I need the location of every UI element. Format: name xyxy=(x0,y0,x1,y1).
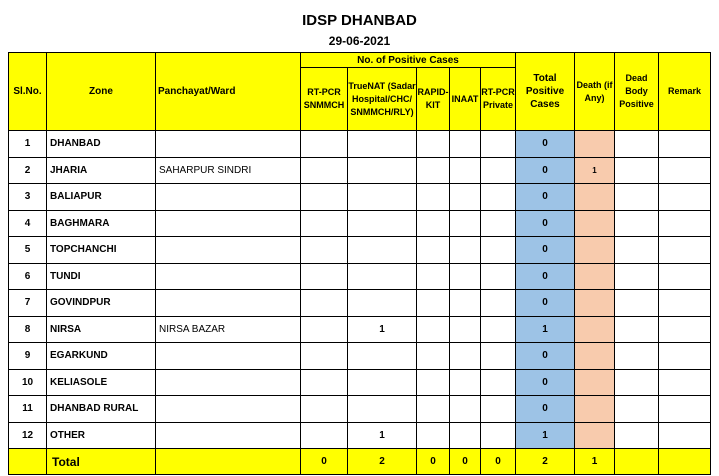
header-rapid-kit: RAPID-KIT xyxy=(417,68,450,131)
remark-cell xyxy=(659,131,711,158)
rapid-cell xyxy=(417,422,450,449)
header-total-positive: Total Positive Cases xyxy=(516,53,575,131)
sl-cell: 3 xyxy=(9,184,47,211)
table-row xyxy=(9,316,711,343)
private-cell xyxy=(481,422,516,449)
header-positive-group: No. of Positive Cases xyxy=(301,53,516,68)
zone-cell: JHARIA xyxy=(47,157,156,184)
table-row xyxy=(9,422,711,449)
sl-cell: 8 xyxy=(9,316,47,343)
inaat-cell xyxy=(450,184,481,211)
zone-cell: DHANBAD xyxy=(47,131,156,158)
total-remark xyxy=(659,449,711,475)
ward-cell xyxy=(156,396,301,423)
zone-cell: GOVINDPUR xyxy=(47,290,156,317)
report-title: IDSP DHANBAD xyxy=(302,12,417,29)
private-cell xyxy=(481,237,516,264)
total-death: 1 xyxy=(575,449,615,475)
table-row xyxy=(9,290,711,317)
sl-cell: 11 xyxy=(9,396,47,423)
truenat-cell xyxy=(348,369,417,396)
rtpcr-cell xyxy=(301,396,348,423)
rtpcr-cell xyxy=(301,263,348,290)
total-positive-cell: 1 xyxy=(516,422,575,449)
sl-cell: 7 xyxy=(9,290,47,317)
total-row xyxy=(9,449,711,475)
death-cell xyxy=(575,369,615,396)
ward-cell xyxy=(156,184,301,211)
rapid-cell xyxy=(417,343,450,370)
zone-cell: KELIASOLE xyxy=(47,369,156,396)
inaat-cell xyxy=(450,316,481,343)
private-cell xyxy=(481,157,516,184)
total-rtpcr: 0 xyxy=(301,449,348,475)
header-rtpcr-private: RT-PCR Private xyxy=(481,68,516,131)
header-inaat: INAAT xyxy=(450,68,481,131)
total-ward-cell xyxy=(156,449,301,475)
truenat-cell xyxy=(348,157,417,184)
deadbody-cell xyxy=(615,316,659,343)
rapid-cell xyxy=(417,131,450,158)
total-positive-cell: 1 xyxy=(516,316,575,343)
death-cell xyxy=(575,316,615,343)
total-sl-cell xyxy=(9,449,47,475)
table-row xyxy=(9,263,711,290)
truenat-cell xyxy=(348,396,417,423)
deadbody-cell xyxy=(615,210,659,237)
sl-cell: 2 xyxy=(9,157,47,184)
total-positive-cell: 0 xyxy=(516,131,575,158)
table-row xyxy=(9,396,711,423)
total-positive-cell: 0 xyxy=(516,343,575,370)
table-row xyxy=(9,210,711,237)
deadbody-cell xyxy=(615,131,659,158)
zone-cell: OTHER xyxy=(47,422,156,449)
death-cell xyxy=(575,184,615,211)
death-cell xyxy=(575,396,615,423)
death-cell: 1 xyxy=(575,157,615,184)
zone-cell: TOPCHANCHI xyxy=(47,237,156,264)
death-cell xyxy=(575,131,615,158)
zone-cell: DHANBAD RURAL xyxy=(47,396,156,423)
rtpcr-cell xyxy=(301,369,348,396)
sl-cell: 5 xyxy=(9,237,47,264)
header-remark: Remark xyxy=(659,53,711,131)
truenat-cell xyxy=(348,210,417,237)
ward-cell xyxy=(156,290,301,317)
remark-cell xyxy=(659,157,711,184)
death-cell xyxy=(575,263,615,290)
total-rapid: 0 xyxy=(417,449,450,475)
rapid-cell xyxy=(417,316,450,343)
rtpcr-cell xyxy=(301,237,348,264)
deadbody-cell xyxy=(615,184,659,211)
rapid-cell xyxy=(417,157,450,184)
inaat-cell xyxy=(450,131,481,158)
table-row xyxy=(9,157,711,184)
death-cell xyxy=(575,422,615,449)
sl-cell: 9 xyxy=(9,343,47,370)
truenat-cell xyxy=(348,184,417,211)
inaat-cell xyxy=(450,263,481,290)
ward-cell xyxy=(156,343,301,370)
ward-cell xyxy=(156,369,301,396)
total-positive: 2 xyxy=(516,449,575,475)
private-cell xyxy=(481,343,516,370)
rtpcr-cell xyxy=(301,131,348,158)
rapid-cell xyxy=(417,184,450,211)
remark-cell xyxy=(659,290,711,317)
header-rtpcr-snmmch: RT-PCR SNMMCH xyxy=(301,68,348,131)
truenat-cell xyxy=(348,237,417,264)
total-deadbody xyxy=(615,449,659,475)
zone-cell: BAGHMARA xyxy=(47,210,156,237)
total-positive-cell: 0 xyxy=(516,396,575,423)
table-row xyxy=(9,184,711,211)
inaat-cell xyxy=(450,422,481,449)
death-cell xyxy=(575,290,615,317)
rapid-cell xyxy=(417,237,450,264)
remark-cell xyxy=(659,184,711,211)
private-cell xyxy=(481,396,516,423)
cases-table xyxy=(8,52,711,475)
remark-cell xyxy=(659,422,711,449)
rapid-cell xyxy=(417,263,450,290)
total-positive-cell: 0 xyxy=(516,237,575,264)
total-positive-cell: 0 xyxy=(516,184,575,211)
death-cell xyxy=(575,343,615,370)
inaat-cell xyxy=(450,210,481,237)
total-private: 0 xyxy=(481,449,516,475)
deadbody-cell xyxy=(615,396,659,423)
header-zone: Zone xyxy=(47,53,156,131)
zone-cell: NIRSA xyxy=(47,316,156,343)
rtpcr-cell xyxy=(301,343,348,370)
zone-cell: EGARKUND xyxy=(47,343,156,370)
header-dead-body: Dead Body Positive xyxy=(615,53,659,131)
private-cell xyxy=(481,184,516,211)
rtpcr-cell xyxy=(301,184,348,211)
private-cell xyxy=(481,131,516,158)
deadbody-cell xyxy=(615,369,659,396)
rapid-cell xyxy=(417,210,450,237)
deadbody-cell xyxy=(615,237,659,264)
total-positive-cell: 0 xyxy=(516,369,575,396)
private-cell xyxy=(481,369,516,396)
ward-cell xyxy=(156,237,301,264)
header-slno: Sl.No. xyxy=(9,53,47,131)
private-cell xyxy=(481,316,516,343)
report-date: 29-06-2021 xyxy=(328,34,391,48)
total-positive-cell: 0 xyxy=(516,263,575,290)
truenat-cell: 1 xyxy=(348,422,417,449)
table-row xyxy=(9,369,711,396)
sl-cell: 12 xyxy=(9,422,47,449)
remark-cell xyxy=(659,210,711,237)
total-positive-cell: 0 xyxy=(516,290,575,317)
total-positive-cell: 0 xyxy=(516,157,575,184)
rtpcr-cell xyxy=(301,157,348,184)
zone-cell: TUNDI xyxy=(47,263,156,290)
deadbody-cell xyxy=(615,343,659,370)
private-cell xyxy=(481,210,516,237)
inaat-cell xyxy=(450,157,481,184)
ward-cell xyxy=(156,210,301,237)
ward-cell xyxy=(156,131,301,158)
total-inaat: 0 xyxy=(450,449,481,475)
deadbody-cell xyxy=(615,157,659,184)
rapid-cell xyxy=(417,369,450,396)
total-label: Total xyxy=(47,449,156,475)
deadbody-cell xyxy=(615,263,659,290)
death-cell xyxy=(575,237,615,264)
inaat-cell xyxy=(450,343,481,370)
rtpcr-cell xyxy=(301,290,348,317)
remark-cell xyxy=(659,237,711,264)
sl-cell: 10 xyxy=(9,369,47,396)
truenat-cell xyxy=(348,343,417,370)
truenat-cell: 1 xyxy=(348,316,417,343)
rapid-cell xyxy=(417,396,450,423)
remark-cell xyxy=(659,396,711,423)
deadbody-cell xyxy=(615,422,659,449)
table-row xyxy=(9,131,711,158)
deadbody-cell xyxy=(615,290,659,317)
table-row xyxy=(9,237,711,264)
sl-cell: 1 xyxy=(9,131,47,158)
total-truenat: 2 xyxy=(348,449,417,475)
header-death: Death (if Any) xyxy=(575,53,615,131)
rtpcr-cell xyxy=(301,210,348,237)
inaat-cell xyxy=(450,237,481,264)
rtpcr-cell xyxy=(301,422,348,449)
ward-cell: NIRSA BAZAR xyxy=(156,316,301,343)
remark-cell xyxy=(659,343,711,370)
ward-cell xyxy=(156,263,301,290)
truenat-cell xyxy=(348,131,417,158)
remark-cell xyxy=(659,263,711,290)
header-panchayat: Panchayat/Ward xyxy=(156,53,301,131)
zone-cell: BALIAPUR xyxy=(47,184,156,211)
total-positive-cell: 0 xyxy=(516,210,575,237)
truenat-cell xyxy=(348,263,417,290)
inaat-cell xyxy=(450,290,481,317)
remark-cell xyxy=(659,369,711,396)
private-cell xyxy=(481,290,516,317)
death-cell xyxy=(575,210,615,237)
ward-cell xyxy=(156,422,301,449)
truenat-cell xyxy=(348,290,417,317)
remark-cell xyxy=(659,316,711,343)
inaat-cell xyxy=(450,369,481,396)
sl-cell: 4 xyxy=(9,210,47,237)
rapid-cell xyxy=(417,290,450,317)
table-row xyxy=(9,343,711,370)
inaat-cell xyxy=(450,396,481,423)
rtpcr-cell xyxy=(301,316,348,343)
sl-cell: 6 xyxy=(9,263,47,290)
header-truenat: TrueNAT (Sadar Hospital/CHC/ SNMMCH/RLY) xyxy=(348,68,417,131)
ward-cell: SAHARPUR SINDRI xyxy=(156,157,301,184)
private-cell xyxy=(481,263,516,290)
